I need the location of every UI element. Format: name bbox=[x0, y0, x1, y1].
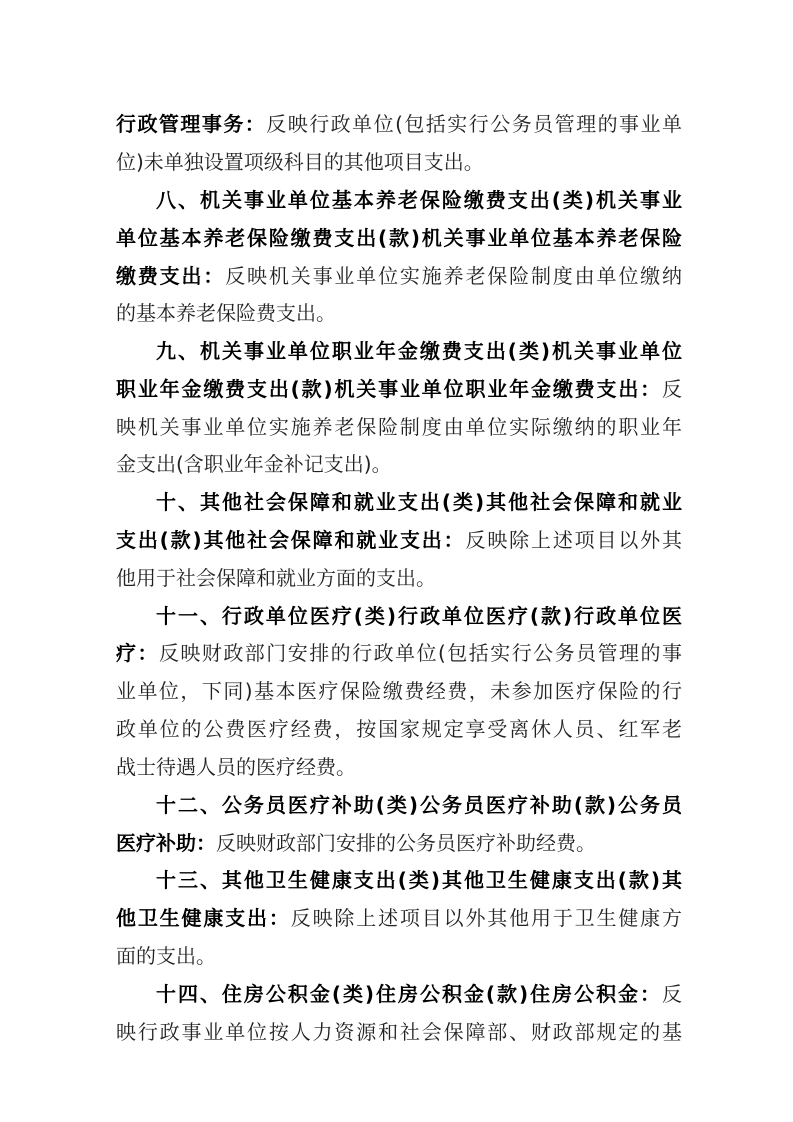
text-line bbox=[156, 333, 682, 369]
term-heading: 他卫生健康支出： bbox=[116, 906, 291, 930]
text-line bbox=[116, 409, 682, 445]
term-description: 反映行政单位(包括实行公务员管理的事业单 bbox=[266, 112, 682, 136]
text-line bbox=[116, 938, 682, 974]
term-description: 政单位的公费医疗经费，按国家规定享受离休人员、红军老 bbox=[116, 717, 682, 741]
term-description: 反映财政部门安排的公务员医疗补助经费。 bbox=[216, 831, 596, 855]
text-line bbox=[116, 560, 682, 596]
term-heading: 行政管理事务： bbox=[116, 112, 267, 136]
term-heading: 十四、住房公积金(类)住房公积金(款)住房公积金： bbox=[156, 982, 662, 1006]
text-line bbox=[116, 295, 682, 331]
term-heading: 十三、其他卫生健康支出(类)其他卫生健康支出(款)其 bbox=[156, 868, 682, 892]
text-line bbox=[116, 144, 682, 180]
text-line bbox=[116, 446, 682, 482]
term-description: 映机关事业单位实施养老保险制度由单位实际缴纳的职业年 bbox=[116, 415, 682, 439]
term-description: 业单位，下同)基本医疗保险缴费经费，未参加医疗保险的行 bbox=[116, 679, 682, 703]
term-heading: 疗： bbox=[116, 641, 159, 665]
term-heading: 医疗补助： bbox=[116, 831, 216, 855]
term-description: 的基本养老保险费支出。 bbox=[116, 301, 336, 325]
term-heading: 缴费支出： bbox=[116, 264, 226, 288]
text-line bbox=[156, 976, 682, 1012]
term-heading: 十、其他社会保障和就业支出(类)其他社会保障和就业 bbox=[156, 490, 682, 514]
text-line bbox=[116, 106, 682, 142]
text-line bbox=[116, 749, 682, 785]
term-description: 金支出(含职业年金补记支出)。 bbox=[116, 452, 392, 476]
term-description: 反映除上述项目以外其他用于卫生健康方 bbox=[290, 906, 683, 930]
text-line bbox=[116, 258, 682, 294]
text-line bbox=[156, 862, 682, 898]
text-line bbox=[116, 673, 682, 709]
text-line bbox=[156, 182, 682, 218]
term-description: 位)未单独设置项级科目的其他项目支出。 bbox=[116, 150, 484, 174]
text-line bbox=[116, 825, 682, 861]
text-line bbox=[156, 787, 682, 823]
term-description: 反映机关事业单位实施养老保险制度由单位缴纳 bbox=[225, 264, 683, 288]
text-line bbox=[116, 900, 682, 936]
text-line bbox=[156, 598, 682, 634]
term-heading: 十一、行政单位医疗(类)行政单位医疗(款)行政单位医 bbox=[156, 604, 682, 628]
term-description: 面的支出。 bbox=[116, 944, 216, 968]
term-description: 映行政事业单位按人力资源和社会保障部、财政部规定的基 bbox=[116, 1020, 682, 1044]
text-line bbox=[116, 371, 682, 407]
term-heading: 八、机关事业单位基本养老保险缴费支出(类)机关事业 bbox=[156, 188, 682, 212]
text-line bbox=[116, 635, 682, 671]
term-description: 反映财政部门安排的行政单位(包括实行公务员管理的事 bbox=[158, 641, 682, 665]
term-heading: 九、机关事业单位职业年金缴费支出(类)机关事业单位 bbox=[156, 339, 682, 363]
text-line bbox=[116, 220, 682, 256]
term-description: 反 bbox=[662, 377, 682, 401]
text-line bbox=[116, 522, 682, 558]
text-line bbox=[116, 1014, 682, 1050]
text-line bbox=[116, 711, 682, 747]
text-line bbox=[156, 484, 682, 520]
term-description: 他用于社会保障和就业方面的支出。 bbox=[116, 566, 436, 590]
term-heading: 单位基本养老保险缴费支出(款)机关事业单位基本养老保险 bbox=[116, 226, 682, 250]
term-description: 反 bbox=[662, 982, 682, 1006]
term-description: 反映除上述项目以外其 bbox=[465, 528, 683, 552]
term-heading: 支出(款)其他社会保障和就业支出： bbox=[116, 528, 466, 552]
term-heading: 十二、公务员医疗补助(类)公务员医疗补助(款)公务员 bbox=[156, 793, 682, 817]
term-heading: 职业年金缴费支出(款)机关事业单位职业年金缴费支出： bbox=[116, 377, 662, 401]
term-description: 战士待遇人员的医疗经费。 bbox=[116, 755, 356, 779]
